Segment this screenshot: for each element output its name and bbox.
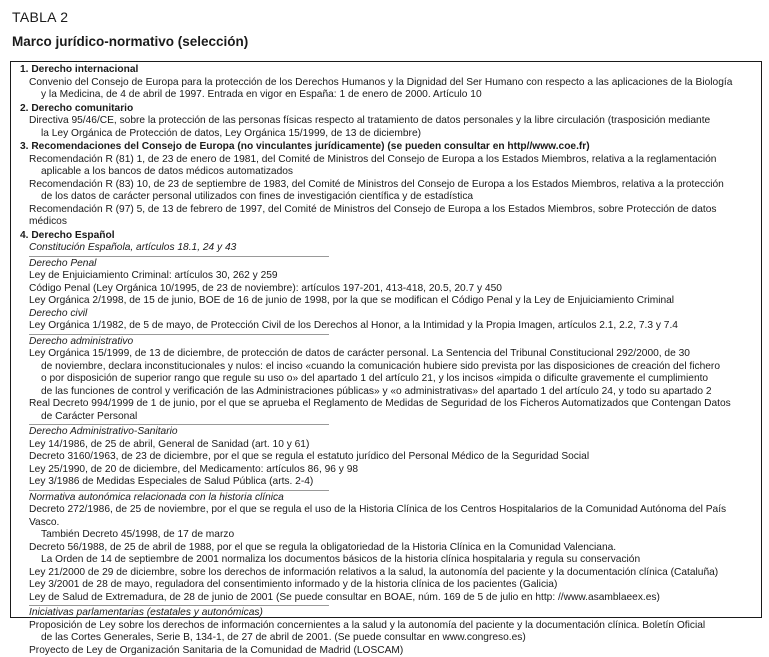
section-heading: 4. Derecho Español xyxy=(19,230,755,243)
list-item-continuation: y la Medicina, de 4 de abril de 1997. Entrada en vigor en España: 1 de enero de 2000. Artículo 10 xyxy=(19,89,755,102)
section-derecho-internacional xyxy=(19,64,755,102)
divider xyxy=(29,424,329,425)
list-item: Ley Orgánica 1/1982, de 5 de mayo, de Protección Civil de los Derechos al Honor, a la Intimidad y la Propia Imagen, artículos 2.1, 2.2, 7.3 y 7.4 xyxy=(19,320,755,333)
list-item: Convenio del Consejo de Europa para la protección de los Derechos Humanos y la Dignidad del Ser Humano con respecto a las aplicaciones de la Biología xyxy=(19,77,755,90)
list-item: Decreto 272/1986, de 25 de noviembre, por el que se regula el uso de la Historia Clínica de los Centros Hospitalarios de la Comunidad Autónoma del País Vasco. xyxy=(19,504,755,529)
divider xyxy=(29,490,329,491)
subsection-title: Iniciativas parlamentarias (estatales y autonómicas) xyxy=(19,607,755,620)
subsection-title: Derecho Administrativo-Sanitario xyxy=(19,426,755,439)
table-title: Marco jurídico-normativo (selección) xyxy=(12,34,248,49)
list-item-continuation: de los datos de carácter personal utilizados con fines de investigación científica y de estadística xyxy=(19,191,755,204)
list-item-continuation: de las Cortes Generales, Serie B, 134-1, de 27 de abril de 2001. (Se puede consultar en www.congreso.es) xyxy=(19,632,755,645)
list-item: Código Penal (Ley Orgánica 10/1995, de 23 de noviembre): artículos 197-201, 413-418, 20.5, 20.7 y 450 xyxy=(19,283,755,296)
section-recomendaciones xyxy=(19,141,755,229)
list-item-continuation: aplicable a los bancos de datos médicos automatizados xyxy=(19,166,755,179)
list-item-continuation: de Carácter Personal xyxy=(19,411,755,424)
list-item: Ley 3/1986 de Medidas Especiales de Salud Pública (arts. 2-4) xyxy=(19,476,755,489)
list-item: Ley de Enjuiciamiento Criminal: artículos 30, 262 y 259 xyxy=(19,270,755,283)
list-item: Ley 3/2001 de 28 de mayo, reguladora del consentimiento informado y de la historia clínica de los pacientes (Galicia) xyxy=(19,579,755,592)
list-item-continuation: La Orden de 14 de septiembre de 2001 normaliza los documentos básicos de la historia clínica hospitalaria y regula su conservación xyxy=(19,554,755,567)
subsection-title: Normativa autonómica relacionada con la historia clínica xyxy=(19,492,755,505)
list-item: Decreto 3160/1963, de 23 de diciembre, por el que se regula el estatuto jurídico del Personal Médico de la Seguridad Social xyxy=(19,451,755,464)
legal-framework-table xyxy=(10,61,762,618)
section-heading: 2. Derecho comunitario xyxy=(19,103,755,116)
list-item: Ley Orgánica 15/1999, de 13 de diciembre, de protección de datos de carácter personal. La Sentencia del Tribunal Constitucional 292/2000, de 30 xyxy=(19,348,755,361)
divider xyxy=(29,256,329,257)
divider xyxy=(29,605,329,606)
table-label: TABLA 2 xyxy=(12,9,68,25)
list-item: Decreto 56/1988, de 25 de abril de 1988, por el que se regula la obligatoriedad de la Historia Clínica en la Comunidad Valenciana. xyxy=(19,542,755,555)
list-item-continuation: de noviembre, declara inconstitucionales y nulos: el inciso «cuando la comunicación hubiere sido prevista por las disposiciones de creación del fichero xyxy=(19,361,755,374)
list-item: Ley 14/1986, de 25 de abril, General de Sanidad (art. 10 y 61) xyxy=(19,439,755,452)
list-item: Recomendación R (81) 1, de 23 de enero de 1981, del Comité de Ministros del Consejo de Europa a los Estados Miembros, relativa a la reglamentación xyxy=(19,154,755,167)
list-item: Recomendación R (83) 10, de 23 de septiembre de 1983, del Comité de Ministros del Consejo de Europa a los Estados Miembros, relativa a la protección xyxy=(19,179,755,192)
list-item: Ley 21/2000 de 29 de diciembre, sobre los derechos de información relativos a la salud, la autonomía del paciente y la documentación clínica (Cataluña) xyxy=(19,567,755,580)
list-item: Proposición de Ley sobre los derechos de información concernientes a la salud y la autonomía del paciente y la documentación clínica. Boletín Oficial xyxy=(19,620,755,633)
list-item-continuation: de las funciones de control y verificación de las Administraciones públicas» y «o administrativas» del apartado 1 del artículo 24, y todo su apartado 2 xyxy=(19,386,755,399)
section-derecho-espanol xyxy=(19,230,755,657)
list-item: Ley Orgánica 2/1998, de 15 de junio, BOE de 16 de junio de 1998, por la que se modifican el Código Penal y la Ley de Enjuiciamiento Criminal xyxy=(19,295,755,308)
list-item-continuation: o por disposición de superior rango que regule su uso o» del apartado 1 del artículo 21, y los incisos «impida o dificulte gravemente el cumplimiento xyxy=(19,373,755,386)
section-derecho-comunitario xyxy=(19,103,755,141)
section-heading: 1. Derecho internacional xyxy=(19,64,755,77)
list-item: Ley 25/1990, de 20 de diciembre, del Medicamento: artículos 86, 96 y 98 xyxy=(19,464,755,477)
section-heading: 3. Recomendaciones del Consejo de Europa (no vinculantes jurídicamente) (se pueden consultar en http//www.coe.fr) xyxy=(19,141,755,154)
list-item: Ley de Salud de Extremadura, de 28 de junio de 2001 (Se puede consultar en BOAE, núm. 169 de 5 de julio en http: //www.asamblaeex.es) xyxy=(19,592,755,605)
subsection-title: Constitución Española, artículos 18.1, 24 y 43 xyxy=(19,242,755,255)
divider xyxy=(29,334,329,335)
subsection-title: Derecho civil xyxy=(19,308,755,321)
subsection-title: Derecho Penal xyxy=(19,258,755,271)
list-item: Directiva 95/46/CE, sobre la protección de las personas físicas respecto al tratamiento de datos personales y la libre circulación (trasposición mediante xyxy=(19,115,755,128)
list-item: Recomendación R (97) 5, de 13 de febrero de 1997, del Comité de Ministros del Consejo de Europa a los Estados Miembros, sobre Protección de datos médicos xyxy=(19,204,755,229)
list-item-continuation: la Ley Orgánica de Protección de datos, Ley Orgánica 15/1999, de 13 de diciembre) xyxy=(19,128,755,141)
list-item-continuation: También Decreto 45/1998, de 17 de marzo xyxy=(19,529,755,542)
list-item: Real Decreto 994/1999 de 1 de junio, por el que se aprueba el Reglamento de Medidas de Seguridad de los Ficheros Automatizados que Contengan Datos xyxy=(19,398,755,411)
subsection-title: Derecho administrativo xyxy=(19,336,755,349)
list-item: Proyecto de Ley de Organización Sanitaria de la Comunidad de Madrid (LOSCAM) xyxy=(19,645,755,657)
